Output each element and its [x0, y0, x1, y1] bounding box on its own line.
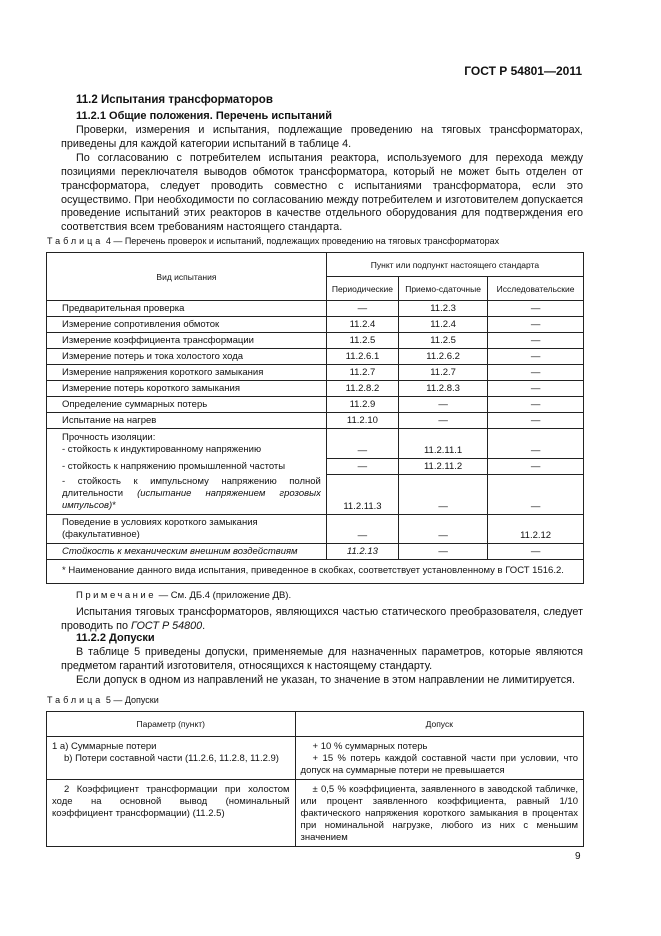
cell-name: Стойкость к механическим внешним воздействиям	[47, 544, 327, 560]
note	[76, 590, 291, 601]
cell-periodic: 11.2.13	[326, 544, 398, 560]
insulation-title: Прочность изоляции:	[62, 432, 156, 443]
cell-acceptance: 11.2.4	[399, 317, 488, 333]
cell-acceptance: 11.2.11.1	[399, 429, 488, 459]
cell-periodic: —	[326, 429, 398, 459]
table-row	[47, 458, 584, 474]
cell-param	[47, 737, 296, 780]
paragraph-5: Если допуск в одном из направлений не указан, то значение в этом направлении не лимитируется.	[76, 673, 575, 686]
intro-paragraphs	[61, 124, 583, 235]
cell-periodic: 11.2.6.1	[326, 349, 398, 365]
table-row	[47, 349, 584, 365]
footnote-mark: *	[112, 500, 116, 511]
cell-acceptance: —	[399, 544, 488, 560]
subsection-heading: 11.2.1 Общие положения. Перечень испытаний	[76, 110, 332, 122]
param-1b: b) Потери составной части (11.2.6, 11.2.8, 11.2.9)	[64, 753, 279, 764]
table-row	[47, 413, 584, 429]
cell-periodic: 11.2.11.3	[326, 474, 398, 515]
paragraphs-tolerances	[61, 646, 583, 688]
cell-research: —	[488, 381, 584, 397]
table-row	[47, 780, 584, 847]
cell-name: Поведение в условиях короткого замыкания (факультативное)	[47, 515, 327, 544]
table-row	[47, 544, 584, 560]
param-1a: 1 а) Суммарные потери	[52, 741, 157, 752]
cell-research: —	[488, 474, 584, 515]
cell-research: —	[488, 301, 584, 317]
cell-name	[47, 429, 327, 459]
cell-name: Предварительная проверка	[47, 301, 327, 317]
cell-acceptance: —	[399, 515, 488, 544]
section-heading: 11.2 Испытания трансформаторов	[76, 94, 273, 106]
cell-periodic: 11.2.4	[326, 317, 398, 333]
table4-footnote: * Наименование данного вида испытания, приведенное в скобках, соответствует установленному в ГОСТ 1516.2.	[47, 560, 584, 584]
table-row	[47, 301, 584, 317]
document-code: ГОСТ Р 54801—2011	[464, 64, 582, 78]
cell-name: Измерение напряжения короткого замыкания	[47, 365, 327, 381]
note-text: — См. ДБ.4 (приложение ДВ).	[158, 590, 292, 601]
paragraph-3-end: .	[202, 619, 206, 632]
cell-research: 11.2.12	[488, 515, 584, 544]
table4-caption	[47, 236, 499, 246]
cell-acceptance: 11.2.8.3	[399, 381, 488, 397]
note-word: Примечание	[76, 590, 156, 601]
table-row	[47, 365, 584, 381]
table-4	[46, 252, 584, 584]
table5-caption-text: 5 — Допуски	[105, 695, 159, 705]
cell-name: Измерение потерь короткого замыкания	[47, 381, 327, 397]
cell-name: Измерение коэффициента трансформации	[47, 333, 327, 349]
cell-research: —	[488, 413, 584, 429]
cell-periodic: 11.2.10	[326, 413, 398, 429]
table4-caption-text: 4 — Перечень проверок и испытаний, подлежащих проведению на тяговых трансформаторах	[105, 236, 500, 246]
cell-name	[47, 474, 327, 515]
cell-name: - стойкость к напряжению промышленной частоты	[47, 458, 327, 474]
table-row	[47, 317, 584, 333]
cell-periodic: 11.2.9	[326, 397, 398, 413]
col-header-research: Исследовательские	[488, 277, 584, 301]
cell-tolerance: ± 0,5 % коэффициента, заявленного в заводской табличке, или процент заявленного коэффициента, равный 1/10 фактического напряжения короткого замыкания в процентах при номинальной нагрузке, любого из них с меньшим значением	[295, 780, 583, 847]
cell-research: —	[488, 365, 584, 381]
cell-name: Испытание на нагрев	[47, 413, 327, 429]
cell-acceptance: —	[399, 413, 488, 429]
paragraph-3	[61, 606, 583, 634]
cell-research: —	[488, 333, 584, 349]
cell-research: —	[488, 429, 584, 459]
cell-acceptance: 11.2.6.2	[399, 349, 488, 365]
col-header-acceptance: Приемо-сдаточные	[399, 277, 488, 301]
paragraph-1: Проверки, измерения и испытания, подлежащие проведению на тяговых трансформаторах, приведены для каждой категории испытаний в таблице 4.	[61, 124, 583, 150]
paragraph-2: По согласованию с потребителем испытания реактора, используемого для перехода между позициями переключателя выводов обмоток трансформатора, который не может быть отделен от трансформатора, следует проводить совместно с испытаниями трансформатора, если это осуществимо. При необходимости по согласованию между потребителем и изготовителем допускается проведение испытаний этих реакторов в качестве отдельного оборудования для подтверждения его соответствия всем требованиям настоящего стандарта.	[61, 151, 583, 234]
table-row	[47, 429, 584, 459]
cell-periodic: 11.2.8.2	[326, 381, 398, 397]
cell-name: Определение суммарных потерь	[47, 397, 327, 413]
cell-periodic: —	[326, 515, 398, 544]
cell-acceptance: —	[399, 397, 488, 413]
tolerance-1a: + 10 % суммарных потерь	[312, 741, 428, 752]
col-header-kind: Вид испытания	[47, 253, 327, 301]
cell-research: —	[488, 317, 584, 333]
cell-research: —	[488, 349, 584, 365]
table5-caption	[47, 695, 159, 705]
col-header-tolerance: Допуск	[295, 712, 583, 737]
cell-acceptance: —	[399, 474, 488, 515]
table-row	[47, 737, 584, 780]
cell-param: 2 Коэффициент трансформации при холостом ходе на основной вывод (номинальный коэффициент трансформации) (11.2.5)	[47, 780, 296, 847]
insulation-item-1: - стойкость к индуктированному напряжению	[62, 444, 262, 455]
cell-tolerance	[295, 737, 583, 780]
cell-periodic: 11.2.7	[326, 365, 398, 381]
cell-acceptance: 11.2.7	[399, 365, 488, 381]
subsection-heading-2: 11.2.2 Допуски	[76, 632, 155, 644]
cell-research: —	[488, 397, 584, 413]
table-row	[47, 474, 584, 515]
cell-research: —	[488, 458, 584, 474]
page-number: 9	[575, 851, 581, 862]
insulation-item-3-italic: (испытание напряжением грозовых импульсов)	[62, 488, 321, 511]
table-row	[47, 515, 584, 544]
cell-periodic: 11.2.5	[326, 333, 398, 349]
col-header-group: Пункт или подпункт настоящего стандарта	[326, 253, 583, 277]
cell-acceptance: 11.2.3	[399, 301, 488, 317]
table-5	[46, 711, 584, 847]
tolerance-1b: + 15 % потерь каждой составной части при условии, что допуск на суммарные потери не превышается	[300, 753, 578, 776]
standard-reference: ГОСТ Р 54800	[131, 619, 203, 632]
insulation-item-3-text: - стойкость к импульсному напряжению полной длительности	[62, 476, 321, 499]
table4-caption-word: Таблица	[47, 236, 104, 246]
table-footnote-row	[47, 560, 584, 584]
cell-periodic: —	[326, 458, 398, 474]
table-row	[47, 381, 584, 397]
cell-periodic: —	[326, 301, 398, 317]
cell-acceptance: 11.2.11.2	[399, 458, 488, 474]
table-row	[47, 333, 584, 349]
cell-acceptance: 11.2.5	[399, 333, 488, 349]
cell-name: Измерение потерь и тока холостого хода	[47, 349, 327, 365]
paragraph-3-text: Испытания тяговых трансформаторов, являющихся частью статического преобразователя, следует проводить по	[61, 606, 583, 632]
table5-caption-word: Таблица	[47, 695, 104, 705]
col-header-periodic: Периодические	[326, 277, 398, 301]
col-header-param: Параметр (пункт)	[47, 712, 296, 737]
cell-research: —	[488, 544, 584, 560]
table-row	[47, 397, 584, 413]
cell-name: Измерение сопротивления обмоток	[47, 317, 327, 333]
paragraph-4: В таблице 5 приведены допуски, применяемые для назначенных параметров, которые являются предметом гарантий изготовителя, относящихся к настоящему стандарту.	[61, 646, 583, 672]
